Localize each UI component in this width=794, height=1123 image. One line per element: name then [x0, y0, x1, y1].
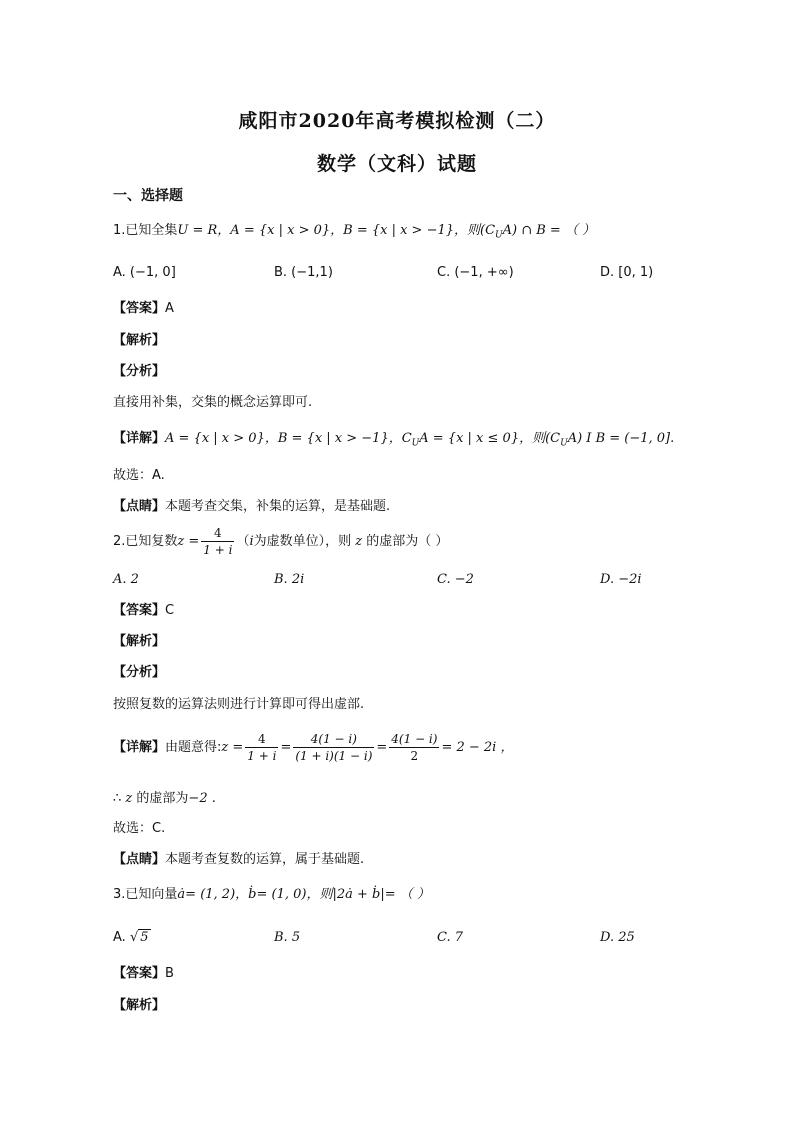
q1-detail-b: A = {x | x ≤ 0}，则(C [419, 431, 561, 446]
answer-tag: 【答案】 [113, 301, 166, 316]
q2-detail-text: 由题意得: [165, 740, 222, 755]
answer-tag: 【答案】 [113, 966, 166, 981]
q2-f2-den: (1 + i)(1 − i) [295, 749, 373, 763]
q2-f3-num: 4(1 − i) [391, 732, 438, 746]
dianjing-tag: 【点睛】 [113, 499, 166, 514]
q1-detail-c: A) I B = (−1, 0]. [567, 431, 675, 446]
q2-option-d: D. −2i [600, 572, 642, 587]
q1-detail-a: A = {x | x > 0}，B = {x | x > −1}，C [165, 431, 412, 446]
q3-sqrt-val: 5 [140, 930, 149, 945]
q3-stem-d: = （ ） [384, 887, 430, 902]
q3-jiexi-tag: 【解析】 [113, 998, 166, 1013]
q2-fenxi-tag: 【分析】 [113, 665, 166, 680]
q2-detail-frac2 [293, 731, 374, 764]
q3-stem-c: = (1, 0)，则 [256, 887, 333, 902]
q2-therefore [113, 790, 216, 808]
q2-f1-num: 4 [245, 731, 278, 748]
q2-stem-d: 的虚部为（ ） [366, 534, 449, 549]
q3-option-a [113, 929, 151, 947]
q3-option-c: C. 7 [437, 930, 464, 945]
q2-z: z = [177, 534, 200, 549]
vector-b: ḃ [248, 887, 257, 902]
q2-detail-z: z = [221, 740, 244, 755]
q2-jiexi-tag: 【解析】 [113, 634, 166, 649]
answer-value: B [165, 966, 174, 981]
q2-frac-num: 4 [201, 525, 234, 542]
q1-dianjing [113, 498, 390, 516]
sqrt-icon: √ 5 [129, 930, 149, 945]
dianjing-tag: 【点睛】 [113, 852, 166, 867]
answer-tag: 【答案】 [113, 603, 166, 618]
q2-xubu: 的虚部为 [136, 791, 189, 806]
q2-stem-c: 为虚数单位），则 [253, 534, 352, 549]
q1-stem [113, 222, 595, 245]
q2-frac-den: 1 + i [203, 543, 233, 557]
document-title: 咸阳市2020年高考模拟检测（二） [238, 110, 556, 132]
q2-option-c: C. −2 [437, 572, 474, 587]
q3-norm: |2ȧ + ḃ| [332, 887, 385, 902]
q1-jiexi-tag: 【解析】 [113, 333, 166, 348]
q1-stem-prefix: 1.已知全集 [113, 223, 178, 238]
q1-detail-sub2: U [560, 438, 568, 449]
q3-stem [113, 886, 430, 904]
q1-guxuan: 故选：A. [113, 468, 165, 483]
q1-detail-sub1: U [411, 438, 420, 449]
equals-sign: = [376, 740, 388, 755]
q2-option-b: B. 2i [274, 572, 305, 587]
dianjing-text: 本题考查交集，补集的运算，是基础题. [165, 499, 391, 514]
q3-stem-a: 3.已知向量 [113, 887, 178, 902]
section-heading: 一、选择题 [113, 188, 183, 204]
q1-stem-math: U = R，A = {x | x > 0}，B = {x | x > −1}，则(C [177, 223, 496, 238]
q2-xubu-val: −2 . [188, 791, 216, 806]
answer-value: C [165, 603, 175, 618]
q2-stem-i: i [249, 534, 254, 549]
q1-stem-math2: A) ∩ B = （ ） [502, 223, 596, 238]
detail-tag: 【详解】 [113, 740, 166, 755]
q2-detail-end: = 2 − 2i ， [441, 740, 514, 755]
q1-option-b: B. (−1,1) [274, 265, 333, 280]
q2-detail [113, 730, 513, 766]
detail-tag: 【详解】 [113, 431, 166, 446]
therefore-icon: ∴ [113, 791, 122, 806]
q2-f3-den: 2 [410, 749, 419, 763]
q2-therefore-z: z [121, 791, 137, 806]
q2-fraction [201, 525, 234, 558]
q2-detail-frac1 [245, 731, 278, 764]
q2-dianjing [113, 851, 364, 869]
q2-f2-num: 4(1 − i) [293, 731, 374, 748]
q2-guxuan: 故选：C. [113, 821, 166, 836]
equals-sign: = [280, 740, 292, 755]
q2-detail-frac3 [389, 731, 439, 764]
answer-value: A [165, 301, 174, 316]
q2-fenxi-text: 按照复数的运算法则进行计算即可得出虚部. [113, 697, 365, 712]
q2-stem [113, 524, 448, 560]
q1-option-d: D. [0, 1) [600, 265, 654, 280]
q2-stem-a: 2.已知复数 [113, 534, 178, 549]
q2-option-a: A. 2 [113, 572, 139, 587]
q3-option-d: D. 25 [600, 930, 635, 945]
q1-answer [113, 300, 174, 318]
q2-stem-b: （ [236, 534, 250, 549]
q3-stem-b: = (1, 2)， [185, 887, 249, 902]
q3-option-a-label: A. [113, 930, 126, 945]
q3-answer [113, 965, 174, 983]
q2-f1-den: 1 + i [247, 749, 277, 763]
q2-stem-z2: z [351, 534, 367, 549]
q1-option-a: A. (−1, 0] [113, 265, 176, 280]
q1-detail [113, 430, 674, 453]
q1-fenxi-text: 直接用补集，交集的概念运算即可. [113, 395, 313, 410]
q1-option-c: C. (−1, +∞) [437, 265, 514, 280]
dianjing-text: 本题考查复数的运算，属于基础题. [165, 852, 365, 867]
q1-stem-sub: U [495, 230, 503, 241]
q3-option-b: B. 5 [274, 930, 301, 945]
vector-a: ȧ [177, 887, 186, 902]
q1-fenxi-tag: 【分析】 [113, 364, 166, 379]
document-subtitle: 数学（文科）试题 [316, 153, 477, 175]
q2-answer [113, 602, 174, 620]
